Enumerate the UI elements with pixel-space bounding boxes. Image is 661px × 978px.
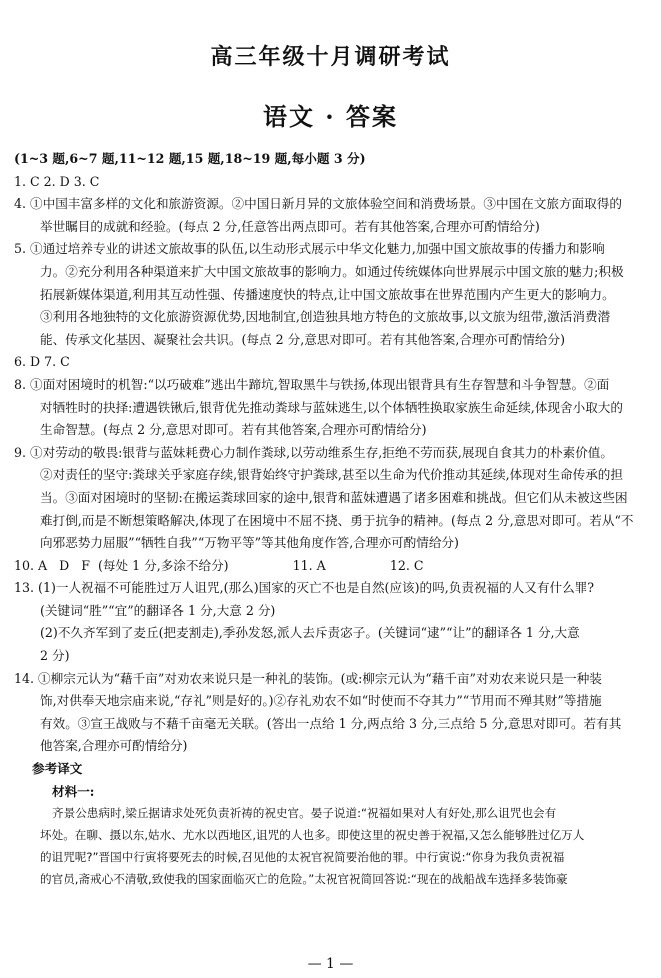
reference-translation	[14, 758, 647, 890]
translation-line: 的诅咒呢?”晋国中行寅将要死去的时候,召见他的太祝官祝简要治他的罪。中行寅说:“你身为我负责祝福	[40, 849, 565, 864]
answer-line: 拓展新媒体渠道,利用其互动性强、传播速度快的特点,让中国文旅故事在世界范围内产生更大的影响力。	[40, 286, 615, 302]
answer-line: 饰,对供奉天地宗庙来说,“存礼”则是好的。)②存礼劝农不如“时使而不夺其力”“节用而不殚其财”等措施	[40, 693, 602, 709]
answer-line: 9. ①对劳动的敬畏:银背与蓝妹耗费心力制作粪球,以劳动维系生存,拒绝不劳而获,展现自食其力的朴素价值。	[14, 444, 613, 460]
answer-line: ③利用各地独特的文化旅游资源优势,因地制宜,创造独具地方特色的文旅故事,以文旅为纽带,激活消费潜	[40, 309, 611, 325]
answer-line: 6. D 7. C	[14, 354, 70, 370]
answer-line: 1. C 2. D 3. C	[14, 173, 100, 189]
exam-subtitle: 语文 · 答案	[262, 102, 399, 131]
answer-line: 13. (1)一人祝福不可能胜过万人诅咒,(那么)国家的灭亡不也是自然(应该)的吗,负责祝福的人又有什么罪?	[14, 580, 595, 596]
answer-line: 力。②充分利用各种渠道来扩大中国文旅故事的影响力。如通过传统媒体向世界展示中国文旅的魅力;积极	[40, 263, 624, 279]
answer-line: 对牺牲时的抉择:遭遇铁锹后,银背优先推动粪球与蓝妹逃生,以个体牺牲换取家族生命延续,体现舍小取大的	[40, 399, 623, 415]
translation-line: 齐景公患病时,梁丘据请求处死负责祈祷的祝史官。晏子说道:“祝福如果对人有好处,那么诅咒也会有	[52, 806, 557, 821]
answer-line: 8. ①面对困境时的机智:“以巧破难”逃出牛蹄坑,智取黑牛与铁扬,体现出银背具有生存智慧和斗争智慧。②面	[14, 376, 610, 392]
exam-title: 高三年级十月调研考试	[210, 44, 451, 70]
material-label: 材料一:	[52, 783, 95, 799]
answer-line: 4. ①中国丰富多样的文化和旅游资源。②中国日新月异的文旅体验空间和消费场景。③中国在文旅方面取得的	[14, 196, 622, 212]
answer-line: 当。③面对困境时的坚韧:在搬运粪球回家的途中,银背和蓝妹遭遇了诸多困难和挑战。但它们从未被这些困	[40, 489, 628, 505]
translation-line: 的官员,斋戒心不清敬,致使我的国家面临灭亡的危险。”太祝官祝简回答说:“现在的战船战车选择多装饰豪	[40, 871, 568, 886]
answer-line: 生命智慧。(每点 2 分,意思对即可。若有其他答案,合理亦可酌情给分)	[40, 422, 427, 438]
answer-line: ②对责任的坚守:粪球关乎家庭存续,银背始终守护粪球,甚至以生命为代价推动其延续,体现对生命传承的担	[40, 467, 623, 483]
answer-line: (2)不久齐军到了麦丘(把麦割走),季孙发怒,派人去斥责宓子。(关键词“逮”“让”的翻译各 1 分,大意	[40, 625, 580, 641]
translation-line: 坏处。在聊、摄以东,姑水、尤水以西地区,诅咒的人也多。即使这里的祝史善于祝福,又怎么能够胜过亿万人	[40, 828, 585, 843]
answer-line: (1~3 题,6~7 题,11~12 题,15 题,18~19 题,每小题 3 分)	[14, 151, 366, 166]
answer-line: 有效。③宣王战败与不藉千亩毫无关联。(答出一点给 1 分,两点给 3 分,三点给 5 分,意思对即可。若有其	[40, 715, 622, 731]
answer-line: 能、传承文化基因、凝聚社会共识。(每点 2 分,意思对即可。若有其他答案,合理亦可酌情给分)	[40, 331, 566, 347]
answer-line: 14. ①柳宗元认为“藉千亩”对劝农来说只是一种礼的装饰。(或:柳宗元认为“藉千亩”对劝农来说只是一种装	[14, 670, 602, 686]
answer-line: 2 分)	[40, 648, 70, 664]
answer-line: 5. ①通过培养专业的讲述文旅故事的队伍,以生动形式展示中华文化魅力,加强中国文旅故事的传播力和影响	[14, 241, 605, 257]
answer-line: 举世瞩目的成就和经验。(每点 2 分,任意答出两点即可。若有其他答案,合理亦可酌情给分)	[40, 218, 540, 234]
answer-line: 向邪恶势力屈服”“牺牲自我”“万物平等”等其他角度作答,合理亦可酌情给分)	[40, 535, 459, 551]
answer-line: 10. A D F (每处 1 分,多涂不给分) 11. A 12. C	[14, 557, 424, 573]
answer-list	[14, 148, 647, 758]
page-number: — 1 —	[307, 956, 354, 972]
answer-line: 他答案,合理亦可酌情给分)	[40, 738, 188, 754]
answer-line: (关键词“胜”“宜”的翻译各 1 分,大意 2 分)	[40, 602, 276, 618]
reference-heading: 参考译文	[32, 761, 83, 777]
answer-line: 难打倒,而是不断想策略解决,体现了在困境中不屈不挠、勇于抗争的精神。(每点 2 分,意思对即可。若从“不	[40, 512, 634, 528]
